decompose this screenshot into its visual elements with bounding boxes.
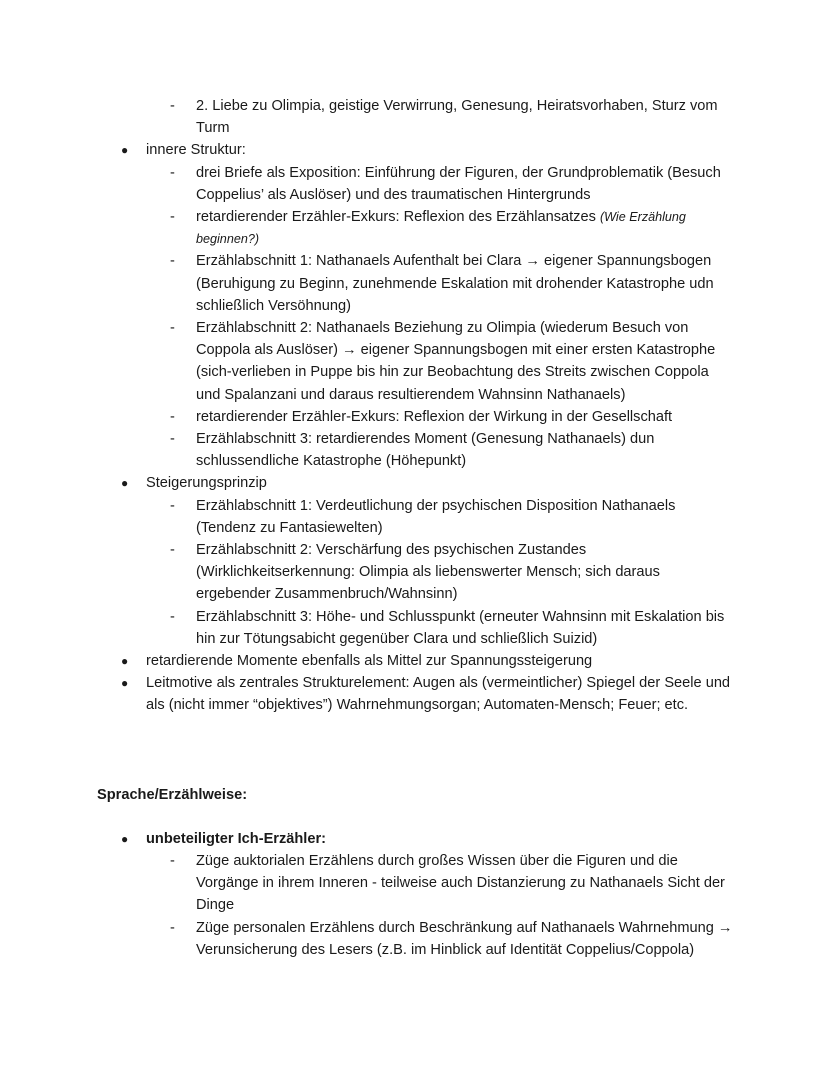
- list-item: [0, 850, 736, 917]
- dash-marker: -: [170, 608, 175, 625]
- list-item-text: 2. Liebe zu Olimpia, geistige Verwirrung, Genesung, Heiratsvorhaben, Sturz vom Turm: [196, 98, 718, 137]
- list-item: [0, 95, 736, 139]
- dash-marker: -: [170, 852, 175, 869]
- bullet-icon: ●: [121, 654, 129, 669]
- list-item-italic-note: (Wie Erzählung beginnen?): [196, 210, 686, 247]
- bullet-icon: ●: [121, 143, 129, 158]
- dash-marker: -: [170, 253, 175, 270]
- list-item-text: Erzählabschnitt 3: Höhe- und Schlusspunkt (erneuter Wahnsinn mit Eskalation bis hin zur Tötungsabicht gegenüber Clara und schließlich Suizid): [196, 608, 725, 647]
- dash-marker: -: [170, 408, 175, 425]
- list-item-text: retardierender Erzähler-Exkurs: Reflexion der Wirkung in der Gesellschaft: [196, 408, 673, 425]
- bullet-ich-erzaehler: [0, 828, 736, 850]
- bullet-text: innere Struktur:: [146, 142, 246, 159]
- dash-marker: -: [170, 497, 175, 514]
- list-item: [0, 206, 736, 250]
- dash-marker: -: [170, 542, 175, 559]
- list-item-text: Erzählabschnitt 2: Nathanaels Beziehung zu Olimpia (wiederum Besuch von Coppola als Auslöser) → eigener Spannungsbogen mit einer ersten Katastrophe (sich-verlieben in Puppe bis hin zur Beobachtung des Streits zwischen Coppola und Spalanzani und daraus resultierendem Wahnsinn Nathanaels): [196, 320, 716, 403]
- list-item: [0, 539, 736, 606]
- dash-marker: -: [170, 209, 175, 226]
- list-item-text: Erzählabschnitt 1: Verdeutlichung der psychischen Disposition Nathanaels (Tendenz zu Fantasiewelten): [196, 497, 676, 536]
- dash-marker: -: [170, 919, 175, 936]
- list-item: [0, 317, 736, 406]
- section-heading: Sprache/Erzählweise:: [97, 786, 248, 803]
- bullet-text: retardierende Momente ebenfalls als Mittel zur Spannungssteigerung: [146, 653, 593, 670]
- dash-marker: -: [170, 431, 175, 448]
- bullet-retardierende-momente: [0, 650, 736, 672]
- bullet-innere-struktur: [0, 139, 736, 161]
- list-item: [0, 917, 736, 961]
- list-item: [0, 495, 736, 539]
- bullet-text: unbeteiligter Ich-Erzähler:: [146, 830, 327, 847]
- bullet-icon: ●: [121, 476, 129, 491]
- bullet-steigerungsprinzip: [0, 472, 736, 494]
- spacer: [0, 717, 828, 784]
- list-item: [0, 162, 736, 206]
- list-item: [0, 406, 736, 428]
- list-item-text: Züge personalen Erzählens durch Beschränkung auf Nathanaels Wahrnehmung → Verunsicherung des Lesers (z.B. im Hinblick auf Identität Coppelius/Coppola): [196, 919, 733, 958]
- list-item: [0, 250, 736, 317]
- bullet-text: Steigerungsprinzip: [146, 475, 267, 492]
- dash-marker: -: [170, 98, 175, 114]
- list-item-text: retardierender Erzähler-Exkurs: Reflexion des Erzählansatzes: [196, 209, 600, 226]
- list-item-text: drei Briefe als Exposition: Einführung der Figuren, der Grundproblematik (Besuch Coppelius’ als Auslöser) und des traumatischen Hintergrunds: [196, 164, 721, 203]
- dash-marker: -: [170, 164, 175, 181]
- list-item-text: Züge auktorialen Erzählens durch großes Wissen über die Figuren und die Vorgänge in ihrem Inneren - teilweise auch Distanzierung zu Nathanaels Sicht der Dinge: [196, 852, 725, 914]
- list-item-text: Erzählabschnitt 3: retardierendes Moment (Genesung Nathanaels) dun schlussendliche Katastrophe (Höhepunkt): [196, 431, 655, 470]
- dash-marker: -: [170, 320, 175, 337]
- list-item: [0, 606, 736, 650]
- document-page: [0, 95, 828, 961]
- list-item-text: Erzählabschnitt 2: Verschärfung des psychischen Zustandes (Wirklichkeitserkennung: Olimpia als liebenswerter Mensch; sich daraus ergebender Zusammenbruch/Wahnsinn): [196, 542, 660, 603]
- bullet-icon: ●: [121, 676, 129, 691]
- list-item-text: Erzählabschnitt 1: Nathanaels Aufenthalt bei Clara → eigener Spannungsbogen (Beruhigung zu Beginn, zunehmende Eskalation mit drohender Katastrophe udn schließlich Versöhnung): [196, 253, 714, 314]
- bullet-leitmotive: [0, 672, 736, 716]
- spacer: [0, 806, 828, 828]
- bullet-icon: ●: [121, 831, 129, 846]
- list-item: [0, 428, 736, 472]
- bullet-text: Leitmotive als zentrales Strukturelement: Augen als (vermeintlicher) Spiegel der Seele und als (nicht immer “objektives”) Wahrnehmungsorgan; Automaten-Mensch; Feuer; etc.: [146, 675, 731, 714]
